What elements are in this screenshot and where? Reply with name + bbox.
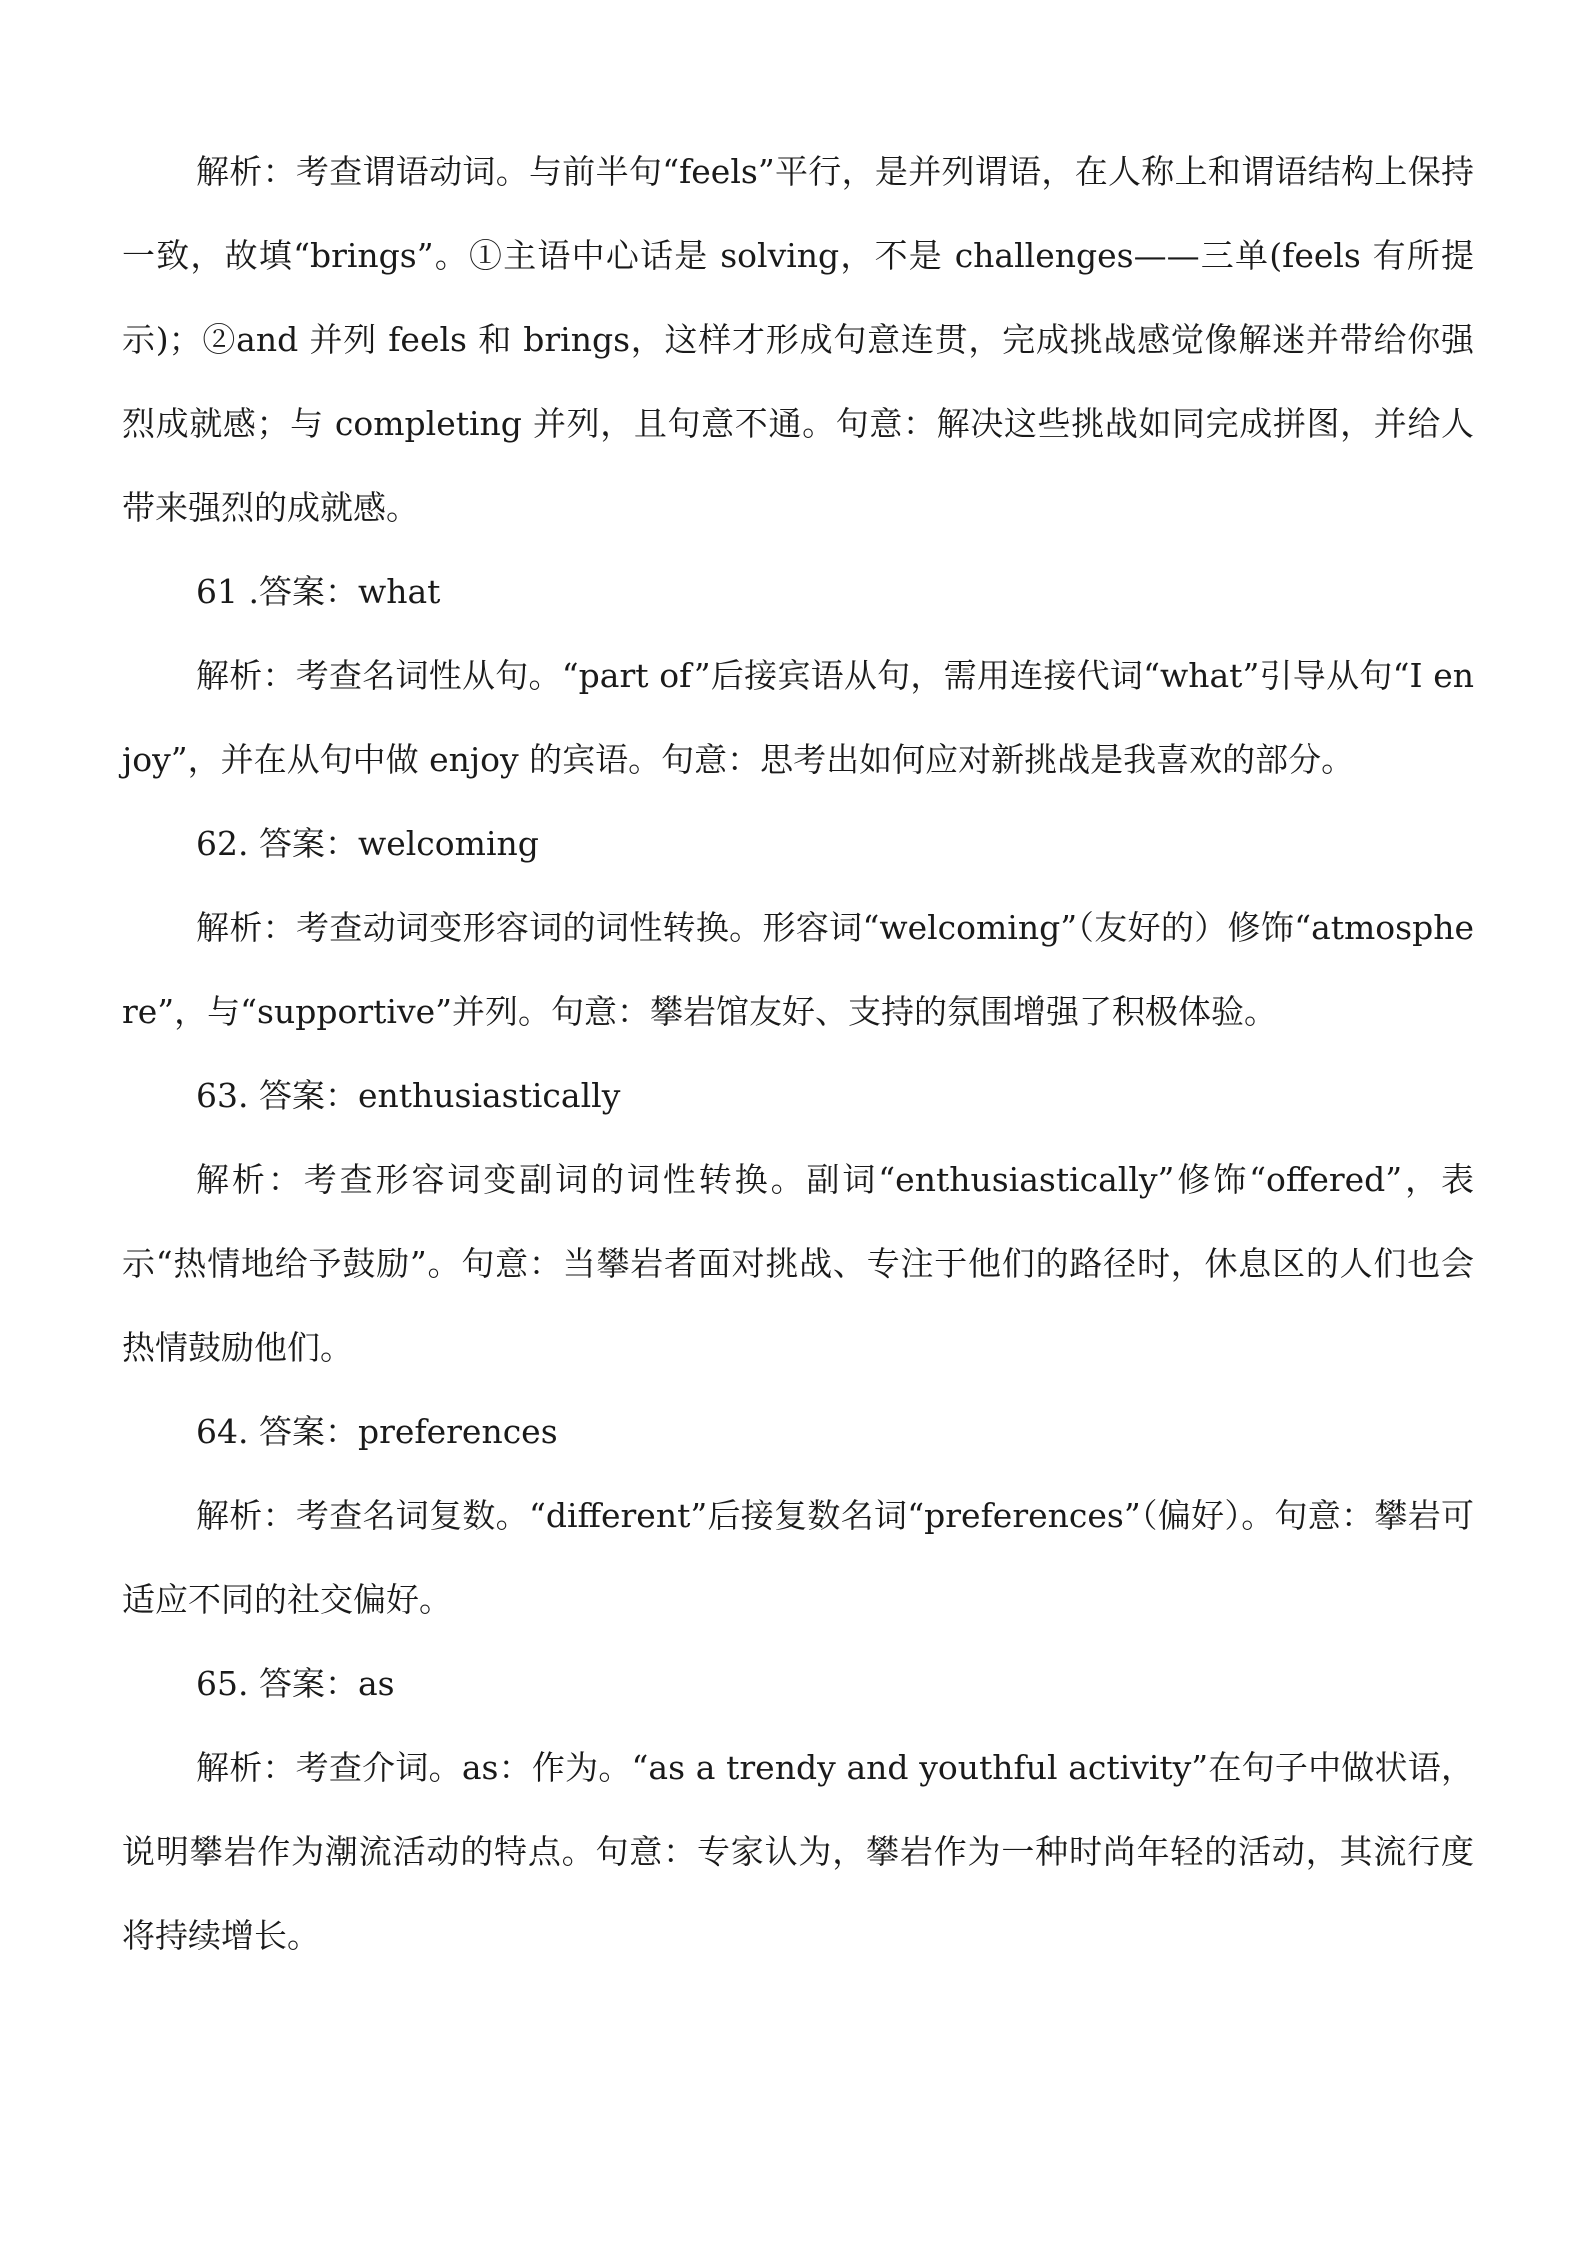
analysis-paragraph-62: 解析：考查动词变形容词的词性转换。形容词“welcoming”（友好的）修饰“atmosphere”，与“supportive”并列。句意：攀岩馆友好、支持的氛围增强了积极体验。 (122, 908, 1474, 1031)
answer-62: 62. 答案：welcoming (196, 824, 539, 863)
analysis-paragraph-61: 解析：考查名词性从句。“part of”后接宾语从句，需用连接代词“what”引导从句“I enjoy”，并在从句中做 enjoy 的宾语。句意：思考出如何应对新挑战是我喜欢的部分。 (122, 656, 1474, 779)
document-body (122, 130, 1474, 1978)
analysis-paragraph-64: 解析：考查名词复数。“different”后接复数名词“preferences”（偏好）。句意：攀岩可适应不同的社交偏好。 (122, 1496, 1474, 1619)
analysis-paragraph-63: 解析：考查形容词变副词的词性转换。副词“enthusiastically”修饰“offered”，表示“热情地给予鼓励”。句意：当攀岩者面对挑战、专注于他们的路径时，休息区的人们也会热情鼓励他们。 (122, 1160, 1474, 1367)
answer-65: 65. 答案：as (196, 1664, 395, 1703)
answer-61: 61 .答案：what (196, 572, 441, 611)
analysis-paragraph-65: 解析：考查介词。as：作为。“as a trendy and youthful activity”在句子中做状语，说明攀岩作为潮流活动的特点。句意：专家认为，攀岩作为一种时尚年轻的活动，其流行度将持续增长。 (122, 1748, 1474, 1955)
answer-63: 63. 答案：enthusiastically (196, 1076, 621, 1115)
analysis-paragraph-60: 解析：考查谓语动词。与前半句“feels”平行，是并列谓语，在人称上和谓语结构上保持一致，故填“brings”。①主语中心话是 solving，不是 challenges——三单(feels 有所提示)；②and 并列 feels 和 brings，这样才形成句意连贯，完成挑战感觉像解迷并带给你强烈成就感；与 completing 并列，且句意不通。句意：解决这些挑战如同完成拼图，并给人带来强烈的成就感。 (122, 152, 1474, 527)
answer-64: 64. 答案：preferences (196, 1412, 558, 1451)
